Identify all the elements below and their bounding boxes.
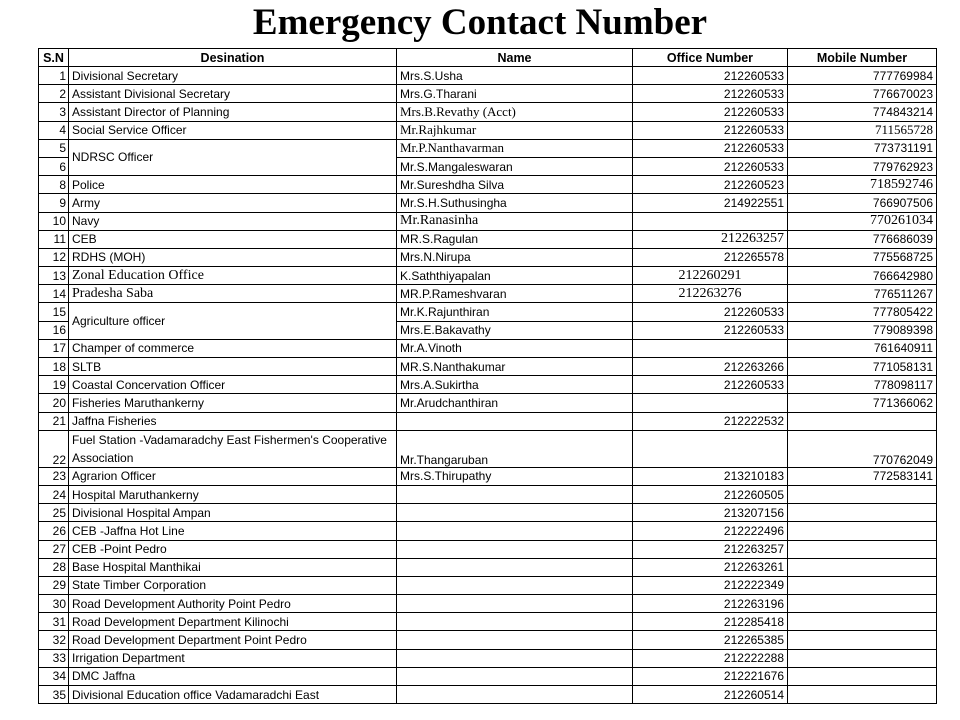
row-office-number: 212260533 [633,139,788,157]
row-office-number: 212222496 [633,522,788,540]
row-designation: Road Development Department Point Pedro [69,631,397,649]
row-designation: State Timber Corporation [69,576,397,594]
row-mobile-number: 771058131 [788,358,937,376]
row-name: Mrs.B.Revathy (Acct) [397,103,633,121]
row-office-number [633,212,788,230]
table-row [39,540,937,558]
row-name: Mrs.S.Usha [397,67,633,85]
row-name: K.Saththiyapalan [397,267,633,285]
row-name [397,595,633,613]
row-sn: 1 [39,67,69,85]
table-header-row [39,49,937,67]
row-mobile-number [788,522,937,540]
row-name [397,412,633,430]
row-mobile-number [788,667,937,685]
row-designation: Hospital Maruthankerny [69,485,397,503]
row-mobile-number [788,649,937,667]
row-name: Mrs.A.Sukirtha [397,376,633,394]
row-designation: Coastal Concervation Officer [69,376,397,394]
row-designation: Divisional Education office Vadamaradchi East [69,686,397,704]
table-row [39,139,937,157]
row-sn: 10 [39,212,69,230]
table-row [39,430,937,467]
row-name: Mr.S.Mangaleswaran [397,157,633,175]
row-sn: 33 [39,649,69,667]
row-mobile-number [788,504,937,522]
row-office-number: 214922551 [633,194,788,212]
table-row [39,212,937,230]
table-row [39,67,937,85]
row-mobile-number: 773731191 [788,139,937,157]
row-name [397,576,633,594]
row-mobile-number: 761640911 [788,339,937,357]
row-sn: 18 [39,358,69,376]
row-name [397,485,633,503]
row-designation: Irrigation Department [69,649,397,667]
row-sn: 35 [39,686,69,704]
row-mobile-number: 775568725 [788,248,937,266]
row-designation: Police [69,176,397,194]
row-name [397,667,633,685]
column-header-sn: S.N [39,49,69,67]
table-row [39,85,937,103]
row-name: Mr.Arudchanthiran [397,394,633,412]
table-row [39,412,937,430]
row-sn: 4 [39,121,69,139]
table-row [39,194,937,212]
row-mobile-number: 766907506 [788,194,937,212]
row-sn: 22 [39,430,69,467]
row-mobile-number: 766642980 [788,267,937,285]
row-designation: Pradesha Saba [69,285,397,303]
row-sn: 30 [39,595,69,613]
row-designation: Divisional Secretary [69,67,397,85]
row-mobile-number [788,558,937,576]
table-row [39,649,937,667]
row-sn: 5 [39,139,69,157]
row-office-number: 212260533 [633,157,788,175]
table-row [39,522,937,540]
table-row [39,394,937,412]
row-mobile-number [788,540,937,558]
row-designation: Social Service Officer [69,121,397,139]
row-sn: 9 [39,194,69,212]
table-row [39,285,937,303]
column-header-office-number: Office Number [633,49,788,67]
contact-table [38,48,937,704]
row-name: Mrs.S.Thirupathy [397,467,633,485]
row-designation: Navy [69,212,397,230]
table-row [39,686,937,704]
row-sn: 14 [39,285,69,303]
row-name [397,649,633,667]
row-sn: 17 [39,339,69,357]
row-name: Mrs.G.Tharani [397,85,633,103]
row-office-number: 212260533 [633,121,788,139]
table-row [39,176,937,194]
row-sn: 25 [39,504,69,522]
table-row [39,485,937,503]
row-designation: CEB -Jaffna Hot Line [69,522,397,540]
table-row [39,613,937,631]
row-designation: Divisional Hospital Ampan [69,504,397,522]
row-name: Mrs.N.Nirupa [397,248,633,266]
column-header-mobile-number: Mobile Number [788,49,937,67]
row-office-number: 212222532 [633,412,788,430]
row-name [397,613,633,631]
row-sn: 23 [39,467,69,485]
row-mobile-number: 777769984 [788,67,937,85]
row-sn: 15 [39,303,69,321]
row-mobile-number [788,576,937,594]
table-row [39,339,937,357]
table-row [39,248,937,266]
row-mobile-number [788,631,937,649]
row-office-number: 212260533 [633,321,788,339]
row-designation: Agriculture officer [69,303,397,339]
row-mobile-number [788,412,937,430]
row-office-number: 212222288 [633,649,788,667]
row-name [397,686,633,704]
row-mobile-number: 779089398 [788,321,937,339]
row-name: MR.S.Ragulan [397,230,633,248]
row-sn: 32 [39,631,69,649]
row-mobile-number: 778098117 [788,376,937,394]
table-row [39,558,937,576]
row-designation: Assistant Divisional Secretary [69,85,397,103]
row-mobile-number: 776670023 [788,85,937,103]
table-row [39,358,937,376]
row-office-number: 212265578 [633,248,788,266]
row-name: Mr.Rajhkumar [397,121,633,139]
row-designation: DMC Jaffna [69,667,397,685]
row-sn: 34 [39,667,69,685]
row-name: Mr.A.Vinoth [397,339,633,357]
row-name: Mr.K.Rajunthiran [397,303,633,321]
row-office-number: 212263261 [633,558,788,576]
row-sn: 20 [39,394,69,412]
row-designation: SLTB [69,358,397,376]
row-name: Mr.P.Nanthavarman [397,139,633,157]
row-sn: 6 [39,157,69,175]
row-mobile-number: 779762923 [788,157,937,175]
row-sn: 29 [39,576,69,594]
row-sn: 2 [39,85,69,103]
row-mobile-number: 772583141 [788,467,937,485]
row-office-number: 213210183 [633,467,788,485]
row-sn: 31 [39,613,69,631]
row-name: MR.S.Nanthakumar [397,358,633,376]
row-office-number: 212263257 [633,540,788,558]
row-office-number: 212260533 [633,85,788,103]
row-sn: 26 [39,522,69,540]
row-sn: 11 [39,230,69,248]
row-name: Mr.Ranasinha [397,212,633,230]
row-sn: 27 [39,540,69,558]
row-office-number: 212221676 [633,667,788,685]
row-mobile-number [788,613,937,631]
table-row [39,631,937,649]
row-sn: 8 [39,176,69,194]
row-designation: NDRSC Officer [69,139,397,175]
row-designation: CEB [69,230,397,248]
row-designation: RDHS (MOH) [69,248,397,266]
table-row [39,376,937,394]
row-office-number: 212260505 [633,485,788,503]
row-sn: 21 [39,412,69,430]
row-name: Mr.S.H.Suthusingha [397,194,633,212]
row-mobile-number: 777805422 [788,303,937,321]
row-sn: 16 [39,321,69,339]
row-name [397,540,633,558]
column-header-designation: Desination [69,49,397,67]
row-designation: Champer of commerce [69,339,397,357]
row-office-number: 212263266 [633,358,788,376]
row-designation: Jaffna Fisheries [69,412,397,430]
row-sn: 24 [39,485,69,503]
row-designation: Assistant Director of Planning [69,103,397,121]
row-office-number [633,430,788,467]
table-row [39,103,937,121]
row-designation: Road Development Authority Point Pedro [69,595,397,613]
row-mobile-number: 776511267 [788,285,937,303]
row-mobile-number [788,485,937,503]
table-row [39,230,937,248]
row-name [397,504,633,522]
row-office-number: 212285418 [633,613,788,631]
row-sn: 28 [39,558,69,576]
row-office-number: 212265385 [633,631,788,649]
row-designation: Army [69,194,397,212]
row-sn: 13 [39,267,69,285]
row-mobile-number [788,686,937,704]
row-office-number: 212263196 [633,595,788,613]
row-office-number: 212263276 [633,285,788,303]
row-designation: Base Hospital Manthikai [69,558,397,576]
row-designation: CEB -Point Pedro [69,540,397,558]
row-name [397,558,633,576]
row-office-number: 212260533 [633,67,788,85]
row-mobile-number: 711565728 [788,121,937,139]
row-office-number [633,394,788,412]
row-designation: Zonal Education Office [69,267,397,285]
table-row [39,467,937,485]
table-row [39,667,937,685]
row-office-number: 212263257 [633,230,788,248]
row-office-number: 212260514 [633,686,788,704]
row-designation: Fuel Station -Vadamaradchy East Fishermen's Cooperative Association [69,430,397,467]
row-designation: Agrarion Officer [69,467,397,485]
row-name: Mr.Sureshdha Silva [397,176,633,194]
row-office-number [633,339,788,357]
table-row [39,576,937,594]
table-row [39,303,937,321]
page-title: Emergency Contact Number [252,2,708,43]
row-mobile-number: 770762049 [788,430,937,467]
row-sn: 3 [39,103,69,121]
row-office-number: 212260523 [633,176,788,194]
row-name: Mr.Thangaruban [397,430,633,467]
table-row [39,595,937,613]
row-mobile-number: 770261034 [788,212,937,230]
row-name [397,522,633,540]
row-mobile-number: 771366062 [788,394,937,412]
row-designation: Fisheries Maruthankerny [69,394,397,412]
row-office-number: 213207156 [633,504,788,522]
row-sn: 19 [39,376,69,394]
row-designation: Road Development Department Kilinochi [69,613,397,631]
row-office-number: 212222349 [633,576,788,594]
column-header-name: Name [397,49,633,67]
row-mobile-number: 774843214 [788,103,937,121]
table-row [39,504,937,522]
table-row [39,121,937,139]
row-name: Mrs.E.Bakavathy [397,321,633,339]
row-mobile-number: 718592746 [788,176,937,194]
row-sn: 12 [39,248,69,266]
row-office-number: 212260533 [633,103,788,121]
row-name: MR.P.Rameshvaran [397,285,633,303]
row-mobile-number [788,595,937,613]
row-office-number: 212260533 [633,376,788,394]
row-office-number: 212260291 [633,267,788,285]
table-row [39,267,937,285]
row-office-number: 212260533 [633,303,788,321]
row-name [397,631,633,649]
row-mobile-number: 776686039 [788,230,937,248]
